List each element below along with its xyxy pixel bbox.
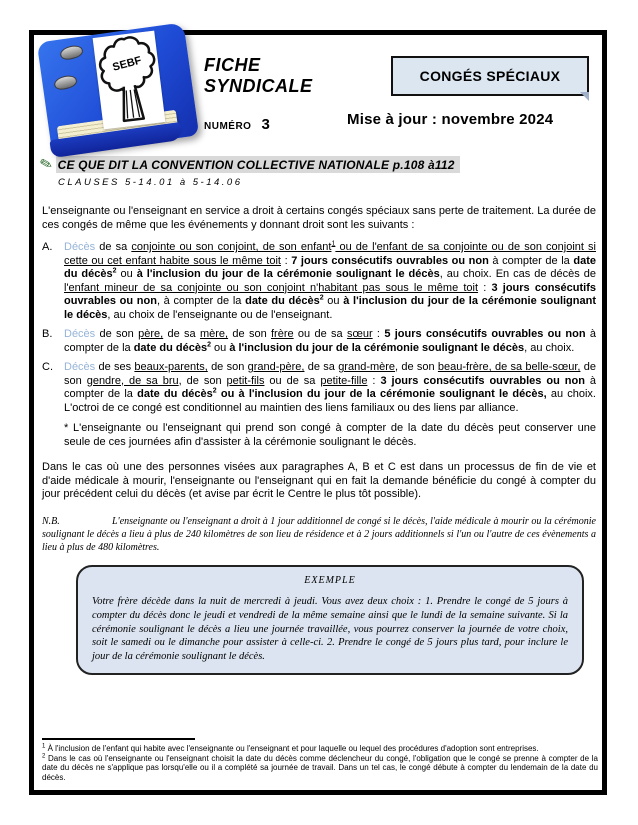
- subject-badge-label: CONGÉS SPÉCIAUX: [419, 68, 561, 84]
- subject-badge: [391, 56, 589, 96]
- footnote-1: [42, 744, 598, 754]
- list-body-c: Décès de ses beaux-parents, de son grand-père, de sa grand-mère, de son beau-frère, de sa belle-sœur, de son gendre, de sa bru, de son petit-fils ou de sa petite-fille : 3 jours consécutifs ouvrables ou non à compter de la date du décès$^2$ ou à l'inclusion du jour de la cérémonie soulignant le décès, au choix. L'octroi de ce congé est conditionnel au maintien des liens familiaux ou des liens par alliance.: [64, 361, 596, 414]
- nb-text: L'enseignante ou l'enseignant a droit à 1 jour additionnel de congé si le décès, l'aide médicale à mourir ou la cérémonie soulignant le décès a lieu à plus de 240 kilomètres de son lieu de résidence et à 2 jours additionnels si l'un ou l'autre de ces évènements a lieu à plus de 480 kilomètres.: [42, 515, 596, 553]
- page-title: [204, 55, 313, 97]
- section-heading-title: CE QUE DIT LA CONVENTION COLLECTIVE NATIONALE p.108 à112: [56, 156, 460, 173]
- writing-hand-icon: ✎: [38, 154, 55, 175]
- list-marker-b: B.: [42, 328, 53, 340]
- list-item-c: [42, 361, 596, 415]
- binder-logo: [28, 28, 208, 168]
- update-date: Mise à jour : novembre 2024: [347, 111, 554, 128]
- example-title: EXEMPLE: [304, 574, 356, 586]
- sebf-logo-text: SEBF: [111, 54, 143, 74]
- list-marker-c: C.: [42, 361, 53, 373]
- intro-paragraph: L'enseignante ou l'enseignant en service a droit à certains congés spéciaux sans perte de traitement. La durée de ces congés de même que les événements y donnant droit sont les suivants :: [42, 205, 596, 231]
- list-item-b: [42, 328, 596, 355]
- badge-fold-corner: [580, 92, 589, 101]
- issue-number-value: 3: [261, 116, 270, 133]
- example-box: [76, 565, 584, 675]
- footnote-1-text: À l'inclusion de l'enfant qui habite avec l'enseignante ou l'enseignant et pour laquelle ou lequel des procédures d'adoption sont entreprises.: [45, 744, 539, 753]
- list-body-a: Décès de sa conjointe ou son conjoint, de son enfant$^1$ ou de l'enfant de sa conjointe ou de son conjoint si cette ou cet enfant habite sous le même toit : 7 jours consécutifs ouvrables ou non à compter de la date du décès$^2$ ou à l'inclusion du jour de la cérémonie soulignant le décès, au choix. En cas de décès de l'enfant mineur de sa conjointe ou son conjoint n'habitant pas sous le même toit : 3 jours consécutifs ouvrables ou non, à compter de la date du décès$^2$ ou à l'inclusion du jour de la cérémonie soulignant le décès, au choix de l'enseignante ou de l'enseignant.: [64, 240, 597, 321]
- title-line-1: FICHE: [204, 55, 261, 75]
- list-marker-a: A.: [42, 241, 53, 253]
- nb-paragraph: [42, 515, 596, 554]
- footnote-1-marker: 1: [42, 743, 46, 750]
- binder-label: [93, 31, 166, 130]
- list-item-a: [42, 241, 596, 322]
- sebf-tree-logo: [93, 31, 166, 130]
- issue-number: [204, 116, 270, 134]
- footnote-2: [42, 754, 598, 783]
- clauses-reference: CLAUSES 5-14.01 à 5-14.06: [58, 177, 243, 188]
- nb-label: N.B.: [42, 515, 60, 527]
- body-text: [42, 205, 596, 675]
- star-note-paragraph: * L'enseignante ou l'enseignant qui prend son congé à compter de la date du décès peut conserver une seule de ces journées afin d'assister à la cérémonie soulignant le décès.: [64, 422, 596, 448]
- footnote-separator: [42, 738, 195, 740]
- footnote-2-marker: 2: [42, 752, 46, 759]
- list-body-b: Décès de son père, de sa mère, de son frère ou de sa sœur : 5 jours consécutifs ouvrables ou non à compter de la date du décès$^2$ ou à l'inclusion du jour de la cérémonie soulignant le décès, au choix.: [64, 328, 596, 354]
- footnotes: [42, 738, 598, 782]
- issue-number-label: NUMÉRO: [204, 121, 252, 132]
- title-line-2: SYNDICALE: [204, 76, 313, 96]
- example-body: Votre frère décède dans la nuit de mercredi à jeudi. Vous avez deux choix : 1. Prendre le congé de 5 jours à compter du décès donc le jeudi et vendredi de la même semaine ainsi que le lundi de la semaine suivante. Si la cérémonie soulignant le décès a lieu une journée travaillée, vous pourrez conserver la journée de votre choix, soit le samedi ou le dimanche pour assister à celle-ci. 2. Prendre le congé de 5 jours plus tard, pour inclure le jour de la cérémonie soulignant le décès.: [92, 596, 568, 663]
- end-of-life-paragraph: Dans le cas où une des personnes visées aux paragraphes A, B et C est dans un processus de fin de vie et d'aide médicale à mourir, l'enseignante ou l'enseignant qui en fait la demande bénéficie du congé à compter du jour précédent celui du décès (et avise par écrit le Centre le plus tôt possible).: [42, 461, 596, 500]
- footnote-2-text: Dans le cas où l'enseignante ou l'enseignant choisit la date du décès comme déclencheur du congé, l'obligation que le congé se prenne à compter de la date du décès ne s'applique pas lorsqu'elle ou il a complété sa journée de travail. Dans un tel cas, le congé débute à compter du lendemain de la date du décès.: [42, 753, 598, 782]
